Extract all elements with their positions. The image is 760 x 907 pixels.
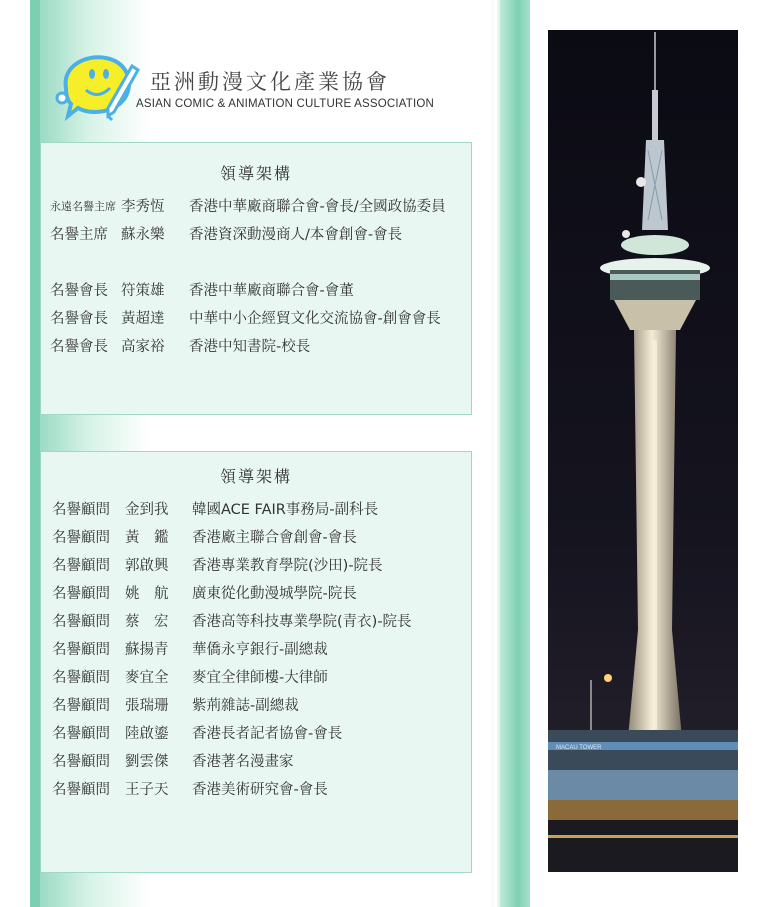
table-row (41, 526, 471, 550)
person-name: 張瑞珊 (125, 698, 169, 714)
person-name: 陸啟鎏 (125, 726, 169, 742)
role-title: 名譽顧問 (52, 698, 110, 714)
table-row (41, 750, 471, 774)
person-description: 香港中知書院-校長 (189, 339, 311, 355)
role-title: 名譽顧問 (52, 642, 110, 658)
person-description: 紫荊雜誌-副總裁 (192, 698, 299, 714)
panel-heading: 領導架構 (219, 164, 292, 183)
person-name: 姚 航 (125, 586, 169, 602)
person-name: 蘇永樂 (121, 227, 165, 243)
leadership-panel-1 (40, 142, 472, 415)
role-title: 名譽會長 (50, 339, 108, 355)
table-row (41, 610, 471, 634)
person-name: 蘇揚青 (125, 642, 169, 658)
role-title: 名譽主席 (50, 227, 108, 243)
table-row (41, 335, 471, 359)
table-row (41, 582, 471, 606)
table-row (41, 307, 471, 331)
logo-title-chinese: 亞洲動漫文化產業協會 (150, 70, 390, 94)
macau-tower-photo (548, 30, 738, 872)
person-description: 廣東從化動漫城學院-院長 (192, 586, 357, 602)
table-row (41, 279, 471, 303)
role-title: 名譽顧問 (52, 502, 110, 518)
person-description: 香港專業教育學院(沙田)-院長 (192, 558, 383, 574)
role-title: 名譽顧問 (52, 558, 110, 574)
person-name: 黃 鑑 (125, 530, 169, 546)
table-row (41, 666, 471, 690)
table-row (41, 694, 471, 718)
person-name: 蔡 宏 (125, 614, 169, 630)
panel-heading: 領導架構 (219, 467, 292, 486)
person-description: 香港長者記者協會-會長 (192, 726, 343, 742)
smiley-pen-icon (52, 50, 144, 124)
person-description: 中華中小企經貿文化交流協會-創會會長 (189, 311, 441, 327)
person-description: 麥宜全律師樓-大律師 (192, 670, 328, 686)
association-logo (52, 50, 482, 126)
divider-line (494, 0, 497, 907)
table-row (41, 778, 471, 802)
role-title: 名譽會長 (50, 283, 108, 299)
table-row (41, 498, 471, 522)
person-description: 香港廠主聯合會創會-會長 (192, 530, 357, 546)
building-sign: MACAU TOWER (556, 745, 602, 751)
role-title: 名譽顧問 (52, 614, 110, 630)
left-accent-stripe (30, 0, 40, 907)
person-description: 香港著名漫畫家 (192, 754, 294, 770)
person-name: 劉雲傑 (125, 754, 169, 770)
person-name: 黃超達 (121, 311, 165, 327)
person-description: 韓國ACE FAIR事務局-副科長 (192, 502, 379, 518)
role-title: 名譽顧問 (52, 754, 110, 770)
right-accent-stripe (500, 0, 530, 907)
person-name: 金到我 (125, 502, 169, 518)
person-description: 香港中華廠商聯合會-會董 (189, 283, 354, 299)
role-title: 名譽顧問 (52, 782, 110, 798)
person-name: 符策雄 (121, 283, 165, 299)
role-title: 永遠名譽主席 (50, 200, 116, 213)
person-description: 香港美術研究會-會長 (192, 782, 328, 798)
person-description: 香港資深動漫商人/本會創會-會長 (189, 227, 403, 243)
table-row (41, 554, 471, 578)
table-row (41, 722, 471, 746)
person-description: 香港高等科技專業學院(青衣)-院長 (192, 614, 412, 630)
table-row (41, 638, 471, 662)
person-description: 華僑永亨銀行-副總裁 (192, 642, 328, 658)
leadership-panel-2 (40, 451, 472, 873)
person-description: 香港中華廠商聯合會-會長/全國政協委員 (189, 199, 446, 215)
table-row (41, 195, 471, 219)
table-row (41, 223, 471, 247)
role-title: 名譽顧問 (52, 530, 110, 546)
person-name: 王子天 (125, 782, 169, 798)
role-title: 名譽顧問 (52, 586, 110, 602)
person-name: 高家裕 (121, 339, 165, 355)
person-name: 李秀恆 (121, 199, 165, 215)
role-title: 名譽會長 (50, 311, 108, 327)
person-name: 麥宜全 (125, 670, 169, 686)
person-name: 郭啟興 (125, 558, 169, 574)
role-title: 名譽顧問 (52, 726, 110, 742)
logo-title-english: ASIAN COMIC & ANIMATION CULTURE ASSOCIATION (136, 98, 435, 110)
role-title: 名譽顧問 (52, 670, 110, 686)
